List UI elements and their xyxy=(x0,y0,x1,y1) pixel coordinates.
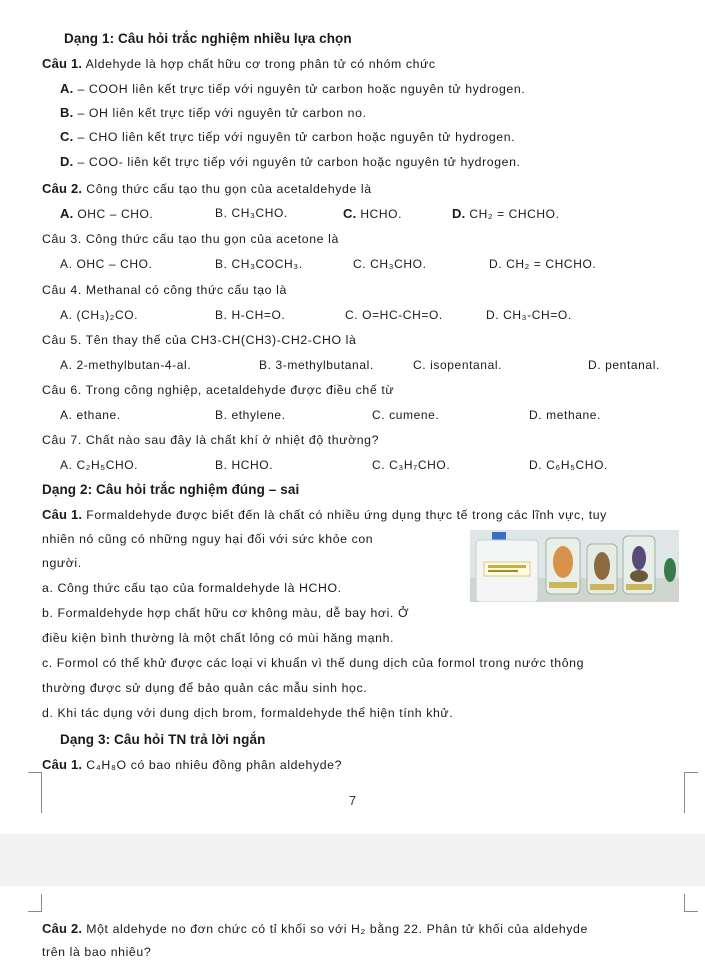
statement-b-line-2: điều kiện bình thường là một chất lỏng có mùi hăng mạnh. xyxy=(42,631,395,645)
s2-question-1-line-2: nhiên nó cũng có những nguy hại đối với sức khỏe con xyxy=(42,532,374,546)
q2-option-d[interactable] xyxy=(452,206,560,221)
q7-option-b[interactable]: B. HCHO. xyxy=(215,458,274,472)
q5-option-a[interactable]: A. 2-methylbutan-4-al. xyxy=(60,358,192,372)
question-label: Câu 1. xyxy=(42,56,83,71)
s3-question-2-line-2: trên là bao nhiêu? xyxy=(42,945,152,959)
answer-value[interactable]: 7 xyxy=(348,793,357,808)
option-key: D. xyxy=(60,154,74,169)
statement-c-line-2: thường được sử dụng để bảo quản các mẫu sinh học. xyxy=(42,681,368,695)
s2-question-1-line-3: người. xyxy=(42,556,82,570)
section-1-title: Dạng 1: Câu hỏi trắc nghiệm nhiều lựa chọn xyxy=(64,31,352,46)
question-text: Aldehyde là hợp chất hữu cơ trong phân tử có nhóm chức xyxy=(85,57,436,71)
specimen-jars-image xyxy=(470,530,679,602)
option-key: A. xyxy=(60,81,74,96)
divider-band xyxy=(0,834,705,886)
q4-option-c[interactable]: C. O=HC-CH=O. xyxy=(345,308,443,322)
option-b[interactable] xyxy=(60,105,367,120)
q6-option-d[interactable]: D. methane. xyxy=(529,408,601,422)
s2-question-1 xyxy=(42,507,607,522)
statement-d[interactable]: d. Khi tác dụng với dung dịch brom, formaldehyde thể hiện tính khử. xyxy=(42,706,454,720)
option-key: D. xyxy=(452,206,466,221)
question-4: Câu 4. Methanal có công thức cấu tạo là xyxy=(42,283,287,297)
q2-option-b[interactable] xyxy=(215,206,288,220)
option-text: – OH liên kết trực tiếp với nguyên tử carbon no. xyxy=(77,106,367,120)
question-text: C₄H₈O có bao nhiêu đồng phân aldehyde? xyxy=(86,758,343,772)
option-key: C. xyxy=(343,206,357,221)
q3-option-b[interactable]: B. CH₃COCH₃. xyxy=(215,257,303,271)
option-text: HCHO. xyxy=(360,207,403,221)
option-key: A. xyxy=(60,206,74,221)
option-text: – COOH liên kết trực tiếp với nguyên tử carbon hoặc nguyên tử hydrogen. xyxy=(77,82,526,96)
q6-option-c[interactable]: C. cumene. xyxy=(372,408,440,422)
option-c[interactable] xyxy=(60,129,515,144)
question-2 xyxy=(42,181,372,196)
question-label: Câu 1. xyxy=(42,757,83,772)
question-label: Câu 1. xyxy=(42,507,83,522)
q5-option-b[interactable]: B. 3-methylbutanal. xyxy=(259,358,374,372)
option-key: C. xyxy=(60,129,74,144)
answer-box-2-left-bracket xyxy=(28,894,42,912)
question-label: Câu 2. xyxy=(42,921,83,936)
q6-option-b[interactable]: B. ethylene. xyxy=(215,408,286,422)
option-text: CH₃CHO. xyxy=(231,206,288,220)
q5-option-d[interactable]: D. pentanal. xyxy=(588,358,660,372)
q3-option-c[interactable]: C. CH₃CHO. xyxy=(353,257,427,271)
question-7: Câu 7. Chất nào sau đây là chất khí ở nhiệt độ thường? xyxy=(42,433,380,447)
question-3: Câu 3. Công thức cấu tạo thu gọn của acetone là xyxy=(42,232,339,246)
answer-box-2-right-bracket xyxy=(684,894,698,912)
q3-option-a[interactable]: A. OHC – CHO. xyxy=(60,257,153,271)
section-2-title: Dạng 2: Câu hỏi trắc nghiệm đúng – sai xyxy=(42,482,300,497)
statement-b[interactable]: b. Formaldehyde hợp chất hữu cơ không màu, dễ bay hơi. Ở xyxy=(42,606,410,620)
q7-option-a[interactable]: A. C₂H₅CHO. xyxy=(60,458,139,472)
question-label: Câu 2. xyxy=(42,181,83,196)
option-text: CH₂ = CHCHO. xyxy=(469,207,560,221)
q5-option-c[interactable]: C. isopentanal. xyxy=(413,358,503,372)
q2-option-c[interactable] xyxy=(343,206,402,221)
q6-option-a[interactable]: A. ethane. xyxy=(60,408,121,422)
option-text: – COO- liên kết trực tiếp với nguyên tử carbon hoặc nguyên tử hydrogen. xyxy=(77,155,521,169)
option-key: B. xyxy=(215,206,228,220)
question-6: Câu 6. Trong công nghiệp, acetaldehyde được điều chế từ xyxy=(42,383,395,397)
question-5: Câu 5. Tên thay thế của CH3-CH(CH3)-CH2-CHO là xyxy=(42,333,357,347)
q3-option-d[interactable]: D. CH₂ = CHCHO. xyxy=(489,257,597,271)
question-text: Công thức cấu tạo thu gọn của acetaldehyde là xyxy=(86,182,372,196)
q4-option-a[interactable]: A. (CH₃)₂CO. xyxy=(60,308,139,322)
question-text: Formaldehyde được biết đến là chất có nhiều ứng dụng thực tế trong các lĩnh vực, tuy xyxy=(86,508,607,522)
option-d[interactable] xyxy=(60,154,521,169)
q7-option-d[interactable]: D. C₆H₅CHO. xyxy=(529,458,608,472)
option-a[interactable] xyxy=(60,81,525,96)
option-text: OHC – CHO. xyxy=(77,207,154,221)
section-3-title: Dạng 3: Câu hỏi TN trả lời ngắn xyxy=(60,732,266,747)
option-text: – CHO liên kết trực tiếp với nguyên tử carbon hoặc nguyên tử hydrogen. xyxy=(77,130,516,144)
statement-c[interactable]: c. Formol có thể khử được các loại vi khuẩn vì thế dung dịch của formol trong nước thông xyxy=(42,656,585,670)
question-text: Một aldehyde no đơn chức có tỉ khối so với H₂ bằng 22. Phân tử khối của aldehyde xyxy=(86,922,588,936)
q7-option-c[interactable]: C. C₃H₇CHO. xyxy=(372,458,451,472)
s3-question-2 xyxy=(42,921,588,936)
question-1 xyxy=(42,56,436,71)
s3-question-1 xyxy=(42,757,342,772)
statement-a[interactable]: a. Công thức cấu tạo của formaldehyde là HCHO. xyxy=(42,581,342,595)
q4-option-b[interactable]: B. H-CH=O. xyxy=(215,308,286,322)
q4-option-d[interactable]: D. CH₃-CH=O. xyxy=(486,308,572,322)
option-key: B. xyxy=(60,105,74,120)
q2-option-a[interactable] xyxy=(60,206,153,221)
